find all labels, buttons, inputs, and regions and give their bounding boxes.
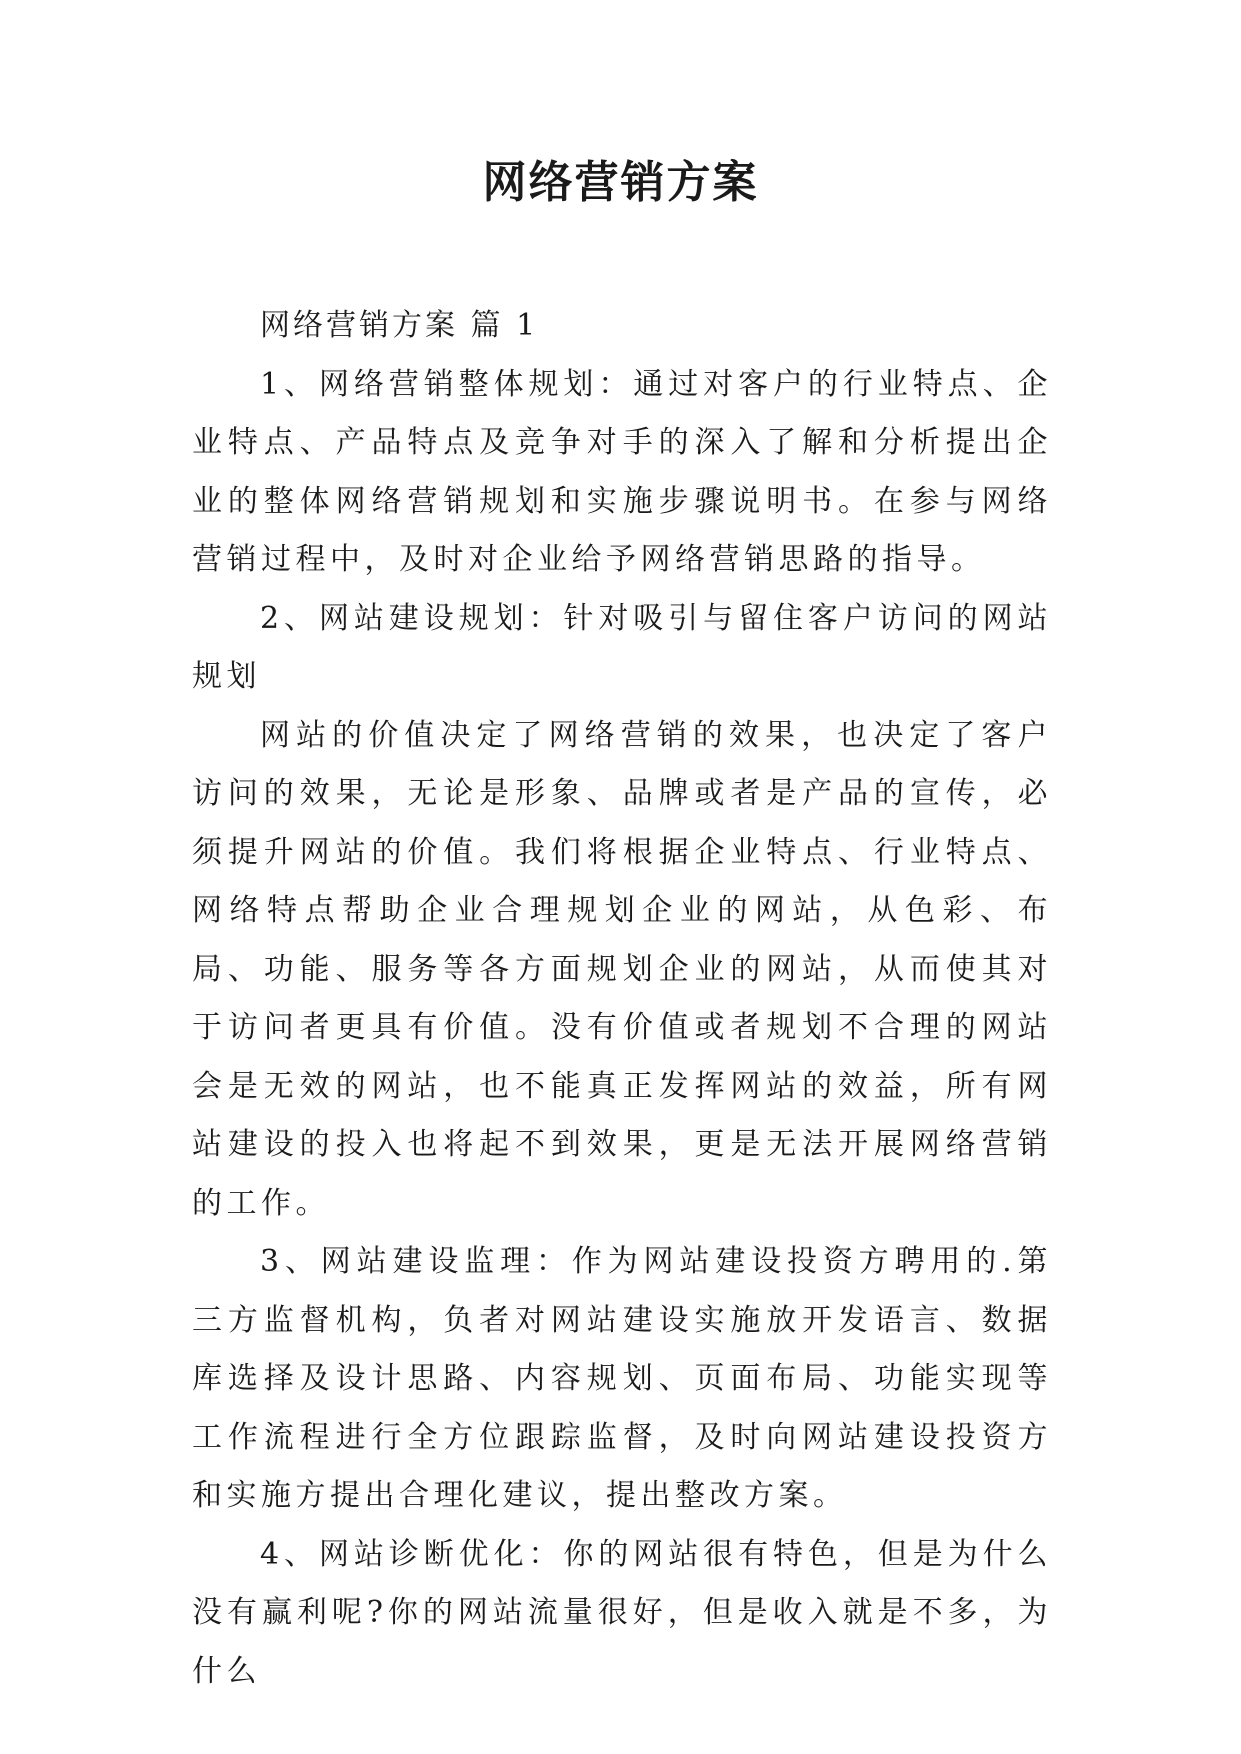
paragraph-website-supervision: 3、网站建设监理：作为网站建设投资方聘用的.第三方监督机构，负者对网站建设实施放开发语言、数据库选择及设计思路、内容规划、页面布局、功能实现等工作流程进行全方位跟踪监督，及时向网站建设投资方和实施方提出合理化建议，提出整改方案。 xyxy=(192,1244,1052,1513)
document-body xyxy=(192,297,1052,1701)
section-heading: 网络营销方案 篇 1 xyxy=(260,308,539,343)
document-title: 网络营销方案 xyxy=(482,157,759,208)
paragraph-overall-planning: 1、网络营销整体规划：通过对客户的行业特点、企业特点、产品特点及竞争对手的深入了解和分析提出企业的整体网络营销规划和实施步骤说明书。在参与网络营销过程中，及时对企业给予网络营销思路的指导。 xyxy=(192,366,1052,577)
paragraph-website-value: 网站的价值决定了网络营销的效果，也决定了客户访问的效果，无论是形象、品牌或者是产品的宣传，必须提升网站的价值。我们将根据企业特点、行业特点、网络特点帮助企业合理规划企业的网站，从色彩、布局、功能、服务等各方面规划企业的网站，从而使其对于访问者更具有价值。没有价值或者规划不合理的网站会是无效的网站，也不能真正发挥网站的效益，所有网站建设的投入也将起不到效果，更是无法开展网络营销的工作。 xyxy=(192,717,1052,1221)
paragraph-website-planning: 2、网站建设规划：针对吸引与留住客户访问的网站规划 xyxy=(192,600,1052,694)
paragraph-website-diagnosis: 4、网站诊断优化：你的网站很有特色，但是为什么没有赢利呢?你的网站流量很好，但是收入就是不多，为什么 xyxy=(192,1536,1052,1689)
